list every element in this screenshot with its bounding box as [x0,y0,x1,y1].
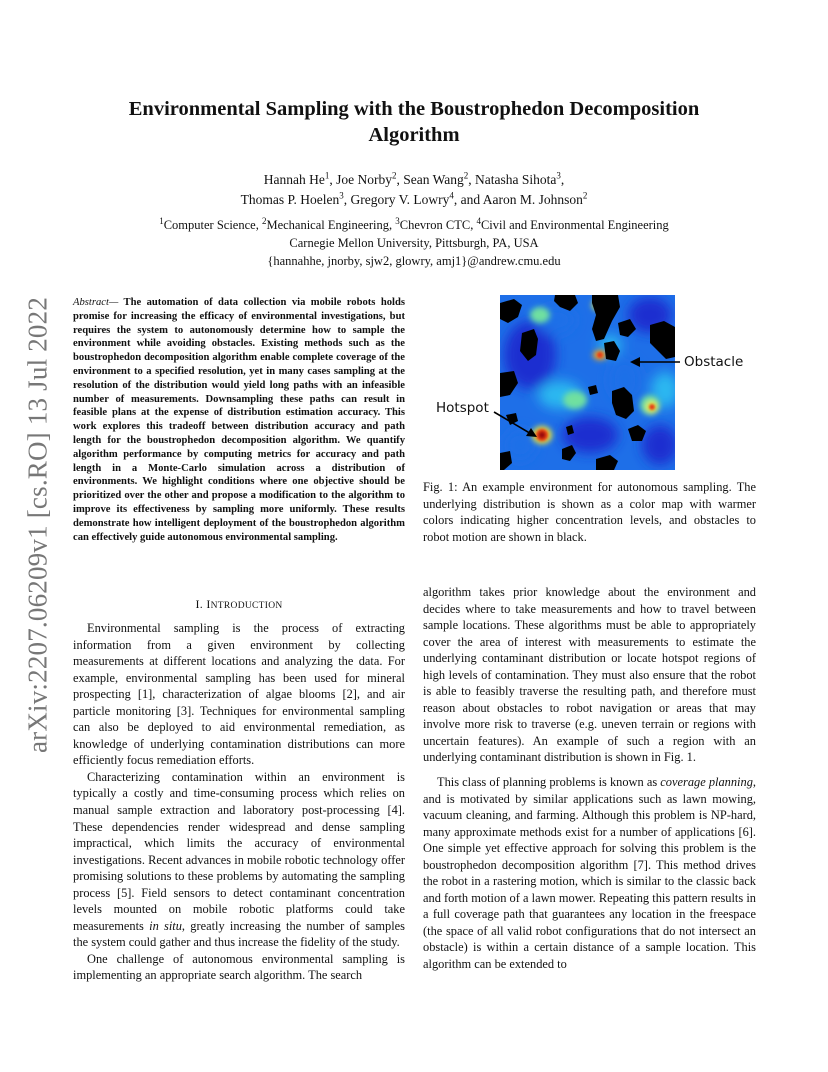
department: Chevron CTC, [399,218,477,232]
abstract-label: Abstract— [73,297,119,308]
figure-1 [432,292,752,474]
author-separator: , [560,172,565,187]
author-name: , Natasha Sihota [468,172,557,187]
hotspot-label: Hotspot [436,400,489,416]
author-name: Hannah He [263,172,325,187]
abstract [73,296,405,544]
departments-line [100,216,728,234]
arxiv-stamp-text: arXiv:2207.06209v1 [cs.RO] 13 Jul 2022 [22,296,53,754]
affiliation-mark: 1 [159,215,164,226]
affiliation-mark: 2 [582,190,588,201]
department: Civil and Environmental Engineering [480,218,669,232]
affiliation-mark: 3 [339,190,344,201]
affiliation-mark: 4 [449,190,454,201]
author-name: , Joe Norby [329,172,392,187]
paragraph-text: This class of planning problems is known as [437,775,661,790]
author-list [130,170,698,210]
affiliation-mark: 2 [463,170,469,181]
author-name: , and Aaron M. Johnson [453,192,583,207]
emphasis: in situ [149,918,182,933]
email-line: {hannahhe, jnorby, sjw2, glowry, amj1}@andrew.cmu.edu [267,254,561,268]
author-name: , Sean Wang [396,172,464,187]
paper-title: Environmental Sampling with the Boustrophedon Decomposition Algorithm [128,98,700,146]
affiliation-mark: 3 [395,215,400,226]
department: Mechanical Engineering, [266,218,396,232]
affiliation-mark: 4 [476,215,481,226]
emphasis: coverage planning [660,775,753,790]
author-name: , Gregory V. Lowry [343,192,450,207]
paragraph [423,774,756,973]
obstacle-arrowhead [630,357,640,367]
affiliation-mark: 1 [324,170,330,181]
university-line: Carnegie Mellon University, Pittsburgh, PA, USA [289,236,539,250]
section-title-rest: NTRODUCTION [210,601,283,611]
arxiv-stamp [20,290,56,760]
paragraph-text: , and is motivated by similar applications such as lawn mowing, vacuum cleaning, and farming. Although this problem is NP-hard, many approximate methods exist for a number of applications [6]. One simple yet effective approach for solving this problem is the boustrophedon decomposition algorithm [7]. This method drives the robot in a rastering motion, which is similar to the classic back and forth motion of a lawn mower. Repeating this pattern results in a full coverage path that guarantees any location in the freespace (the space of all valid robot configurations that do not intersect an obstacle) is within a certain distance of a sample location. This algorithm can be extended to [423,775,757,972]
paragraph: One challenge of autonomous environmental sampling is implementing an appropriate search algorithm. The search [73,951,405,983]
section-heading-introduction [73,597,405,612]
obstacle-label: Obstacle [684,354,744,370]
affiliation-mark: 2 [391,170,397,181]
paragraph-text: Characterizing contamination within an environment is typically a costly and time-consuming process which relies on manual sample extraction and laboratory post-processing [4]. These dependencies render widespread and dense sampling impractical, which limits the accuracy of environmental investigations. Recent advances in mobile robotic technology offer promising solutions to these problems by automating the sampling process [5]. Field sensors to detect contaminant concentration levels mounted on mobile robotic platforms could take measurements [73,769,405,933]
section-title-cap: I [206,597,211,611]
paragraph: Environmental sampling is the process of extracting information from a given environment by collecting measurements at different locations and analyzing the data. For example, environmental sampling has been used for mineral prospecting [1], characterization of algae blooms [2], and air particle monitoring [3]. Techniques for environmental sampling can also be deployed to aid environmental remediation, as knowledge of underlying contamination distributions can more efficiently focus remediation efforts. [73,621,405,768]
paragraph-text: , greatly increasing the number of samples the system could gather and thus increase the fidelity of the study. [73,918,405,950]
paragraph [73,769,405,951]
left-column-body [73,620,405,984]
abstract-text: The automation of data collection via mobile robots holds promise for increasing the efficacy of environmental investigations, but requires the system to autonomously determine how to sample the environment while avoiding obstacles. Existing methods such as the boustrophedon decomposition algorithm enable complete coverage of the environment to a specified resolution, yet in many cases sampling at the resolution of the distribution would yield long paths with an infeasible number of measurements. Downsampling these paths can result in feasible plans at the expense of distribution estimation accuracy. This work explores this tradeoff between distribution accuracy and path length for the boustrophedon decomposition algorithm. We quantify algorithm performance by computing metrics for accuracy and path length in a Monte-Carlo simulation across a distribution of environments. We highlight conditions where one objective should be prioritized over the other and propose a modification to the algorithm to improve its effectiveness by sampling more uniformly. These results demonstrate how intelligent deployment of the boustrophedon algorithm can effectively guide autonomous environmental sampling. [73,297,405,543]
right-column-body [423,584,756,973]
author-name: Thomas P. Hoelen [240,192,340,207]
affiliations [100,216,728,270]
affiliation-mark: 3 [556,170,561,181]
hotspot-arrow [494,412,533,435]
affiliation-mark: 2 [261,215,267,226]
figure-caption: Fig. 1: An example environment for autonomous sampling. The underlying distribution is shown as a color map with warmer colors indicating higher concentration levels, and obstacles to robot motion are shown in black. [423,480,756,544]
figure-annotations [432,292,752,474]
paragraph: algorithm takes prior knowledge about the environment and decides where to take measurements and how to travel between sample locations. These algorithms must be able to appropriately cover the area of interest with measurements to estimate the underlying contaminant distribution or locate hotspot regions of high levels of contamination. They must also ensure that the robot is able to feasibly traverse the resulting path, and therefore must reason about obstacles to robot navigation or areas that may involve more risk to traverse (e.g. uneven terrain or regions with uncertain features). An example of such a region with an underlying contaminant distribution is shown in Fig. 1. [423,585,756,765]
section-number: I. [195,597,207,611]
department: Computer Science, [163,218,262,232]
